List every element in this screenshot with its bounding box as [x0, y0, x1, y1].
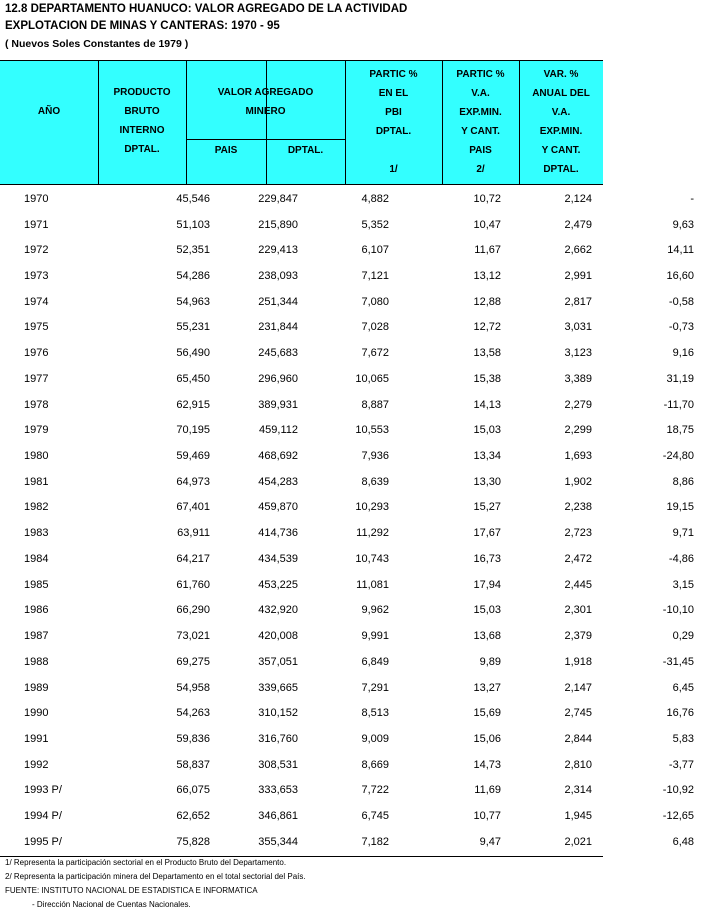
table-row	[0, 623, 714, 649]
table-cell: 13,68	[473, 630, 501, 643]
table-cell: 62,652	[176, 810, 210, 823]
table-cell: 238,093	[258, 270, 298, 283]
table-cell: 10,47	[473, 218, 501, 231]
source-subnote: - Dirección Nacional de Cuentas Nacionales.	[32, 900, 191, 909]
table-row	[0, 237, 714, 263]
table-row	[0, 340, 714, 366]
table-cell: 420,008	[258, 630, 298, 643]
table-cell: 7,182	[361, 835, 389, 848]
table-cell: -4,86	[668, 552, 694, 565]
table-cell: 2,314	[564, 784, 592, 797]
table-cell: 13,34	[473, 450, 501, 463]
table-cell: -	[690, 192, 694, 205]
table-row	[0, 263, 714, 289]
header-partic-va: PARTIC % V.A. EXP.MIN. Y CANT. PAIS 2/	[456, 69, 505, 175]
table-cell: -10,92	[662, 784, 694, 797]
table-cell: 11,67	[474, 244, 501, 257]
table-row	[0, 803, 714, 829]
table-row	[0, 366, 714, 392]
header-pbi: PRODUCTO BRUTO INTERNO DPTAL.	[113, 87, 171, 155]
table-cell: 69,275	[176, 655, 210, 668]
table-cell: 333,653	[258, 784, 298, 797]
table-subtitle: EXPLOTACION DE MINAS Y CANTERAS: 1970 - 95	[5, 20, 280, 32]
table-cell: 10,77	[473, 810, 501, 823]
table-cell: 2,124	[564, 192, 592, 205]
table-cell: 8,513	[361, 707, 389, 720]
table-cell: 9,962	[361, 604, 389, 617]
table-bottom-rule	[0, 856, 603, 857]
table-cell: 6,107	[361, 244, 389, 257]
table-cell: 2,723	[564, 527, 592, 540]
table-cell: 2,472	[564, 552, 592, 565]
table-cell: 1974	[24, 295, 49, 308]
table-cell: 3,389	[564, 372, 592, 385]
table-cell: 16,60	[666, 270, 694, 283]
table-cell: 2,301	[564, 604, 592, 617]
table-cell: 1970	[24, 192, 49, 205]
table-cell: 15,03	[473, 424, 501, 437]
table-cell: 1987	[24, 630, 49, 643]
table-row	[0, 443, 714, 469]
table-cell: 3,031	[564, 321, 592, 334]
table-cell: 0,29	[672, 630, 694, 643]
table-row	[0, 315, 714, 341]
table-cell: 55,231	[176, 321, 210, 334]
table-cell: -0,73	[668, 321, 694, 334]
table-cell: 6,48	[672, 835, 694, 848]
header-valor-agregado: VALOR AGREGADO MINERO	[217, 87, 314, 117]
table-cell: 31,19	[666, 372, 694, 385]
header-partic-pbi: PARTIC % EN EL PBI DPTAL. 1/	[369, 69, 418, 175]
table-cell: 229,413	[258, 244, 298, 257]
table-cell: 308,531	[258, 758, 298, 771]
table-cell: 66,075	[176, 784, 210, 797]
table-cell: 15,69	[473, 707, 501, 720]
table-units: ( Nuevos Soles Constantes de 1979 )	[5, 38, 189, 50]
table-cell: 1988	[24, 655, 49, 668]
table-cell: 73,021	[176, 630, 210, 643]
table-cell: 1995 P/	[24, 835, 62, 848]
table-cell: 357,051	[258, 655, 298, 668]
table-cell: 8,669	[361, 758, 389, 771]
table-row	[0, 778, 714, 804]
table-cell: 296,960	[258, 372, 298, 385]
footnote-1: 1/ Representa la participación sectorial en el Producto Bruto del Departamento.	[5, 858, 287, 867]
table-cell: 2,279	[564, 398, 592, 411]
table-cell: 1975	[24, 321, 49, 334]
table-cell: 231,844	[258, 321, 298, 334]
table-cell: 10,065	[355, 372, 389, 385]
footnote-2: 2/ Representa la participación minera del Departamento en el total sectorial del País.	[5, 872, 306, 881]
table-cell: 251,344	[258, 295, 298, 308]
table-cell: 2,299	[564, 424, 592, 437]
table-cell: 75,828	[176, 835, 210, 848]
table-row	[0, 289, 714, 315]
table-row	[0, 546, 714, 572]
table-cell: -3,77	[668, 758, 694, 771]
table-cell: 245,683	[258, 347, 298, 360]
table-row	[0, 186, 714, 212]
table-cell: 58,837	[176, 758, 210, 771]
table-row	[0, 495, 714, 521]
table-cell: 16,73	[473, 552, 501, 565]
table-cell: 7,672	[361, 347, 389, 360]
table-cell: 1,918	[564, 655, 592, 668]
table-cell: 1980	[24, 450, 49, 463]
table-row	[0, 212, 714, 238]
table-cell: 66,290	[176, 604, 210, 617]
table-cell: 6,849	[361, 655, 389, 668]
table-cell: 54,958	[176, 681, 210, 694]
table-cell: 51,103	[176, 218, 210, 231]
header-dptal: DPTAL.	[287, 145, 324, 156]
table-cell: 6,745	[361, 810, 389, 823]
table-cell: 1,902	[564, 475, 592, 488]
table-cell: 2,238	[564, 501, 592, 514]
table-cell: 1991	[24, 732, 49, 745]
table-cell: 2,379	[564, 630, 592, 643]
table-cell: 7,080	[361, 295, 389, 308]
table-row	[0, 469, 714, 495]
table-cell: 1,945	[564, 810, 592, 823]
table-cell: 1984	[24, 552, 49, 565]
table-cell: 1985	[24, 578, 49, 591]
table-cell: 64,973	[176, 475, 210, 488]
table-cell: 9,009	[361, 732, 389, 745]
table-cell: 434,539	[258, 552, 298, 565]
table-cell: 5,83	[672, 732, 694, 745]
table-cell: 56,490	[176, 347, 210, 360]
table-cell: 19,15	[666, 501, 694, 514]
table-row	[0, 675, 714, 701]
table-cell: -31,45	[662, 655, 694, 668]
table-cell: 1992	[24, 758, 49, 771]
table-cell: 2,147	[564, 681, 592, 694]
table-cell: 4,882	[361, 192, 389, 205]
table-cell: 316,760	[258, 732, 298, 745]
table-cell: 8,639	[361, 475, 389, 488]
table-cell: 389,931	[258, 398, 298, 411]
table-cell: 54,263	[176, 707, 210, 720]
table-cell: 62,915	[176, 398, 210, 411]
table-cell: -24,80	[662, 450, 694, 463]
table-cell: 13,30	[473, 475, 501, 488]
table-cell: -0,58	[668, 295, 694, 308]
table-row	[0, 417, 714, 443]
table-cell: 10,72	[473, 192, 501, 205]
table-cell: 11,69	[474, 784, 501, 797]
table-cell: 16,76	[666, 707, 694, 720]
table-row	[0, 649, 714, 675]
table-cell: 7,722	[361, 784, 389, 797]
table-cell: 459,870	[258, 501, 298, 514]
table-cell: 9,47	[479, 835, 501, 848]
table-cell: 17,94	[473, 578, 501, 591]
table-cell: -10,10	[662, 604, 694, 617]
table-cell: 1979	[24, 424, 49, 437]
table-row	[0, 752, 714, 778]
table-cell: 454,283	[258, 475, 298, 488]
table-cell: 7,028	[361, 321, 389, 334]
table-cell: 67,401	[176, 501, 210, 514]
table-cell: 13,27	[473, 681, 501, 694]
table-cell: 1982	[24, 501, 49, 514]
table-cell: 11,081	[356, 578, 389, 591]
table-cell: 229,847	[258, 192, 298, 205]
table-cell: 14,11	[667, 244, 694, 257]
table-cell: 13,12	[473, 270, 501, 283]
table-cell: 9,63	[672, 218, 694, 231]
table-cell: 2,745	[564, 707, 592, 720]
table-cell: 61,760	[176, 578, 210, 591]
table-cell: 2,844	[564, 732, 592, 745]
table-cell: 7,936	[361, 450, 389, 463]
table-cell: 14,13	[473, 398, 501, 411]
table-cell: 54,963	[176, 295, 210, 308]
table-cell: 310,152	[258, 707, 298, 720]
table-cell: 215,890	[258, 218, 298, 231]
header-var: VAR. % ANUAL DEL V.A. EXP.MIN. Y CANT. DPTAL.	[532, 69, 590, 175]
table-cell: 2,991	[564, 270, 592, 283]
header-pais: PAIS	[214, 145, 238, 156]
table-cell: 15,27	[473, 501, 501, 514]
table-cell: -11,70	[663, 398, 694, 411]
table-cell: -12,65	[662, 810, 694, 823]
table-row	[0, 598, 714, 624]
table-cell: 12,72	[473, 321, 501, 334]
table-row	[0, 700, 714, 726]
table-cell: 15,38	[473, 372, 501, 385]
table-cell: 18,75	[666, 424, 694, 437]
table-cell: 339,665	[258, 681, 298, 694]
table-cell: 1983	[24, 527, 49, 540]
header-anio: AÑO	[37, 106, 61, 117]
table-row	[0, 829, 714, 855]
table-cell: 2,479	[564, 218, 592, 231]
table-cell: 10,293	[355, 501, 389, 514]
table-cell: 10,553	[355, 424, 389, 437]
table-cell: 3,123	[564, 347, 592, 360]
table-header	[0, 60, 603, 185]
table-title: 12.8 DEPARTAMENTO HUANUCO: VALOR AGREGADO DE LA ACTIVIDAD	[5, 3, 408, 15]
table-cell: 64,217	[176, 552, 210, 565]
table-cell: 17,67	[473, 527, 501, 540]
table-cell: 7,291	[361, 681, 389, 694]
table-row	[0, 572, 714, 598]
table-cell: 1971	[24, 218, 49, 231]
table-cell: 45,546	[176, 192, 210, 205]
table-cell: 52,351	[176, 244, 210, 257]
table-cell: 63,911	[177, 527, 210, 540]
table-cell: 9,71	[672, 527, 694, 540]
table-cell: 1994 P/	[24, 810, 62, 823]
table-row	[0, 726, 714, 752]
data-table	[0, 186, 714, 855]
table-cell: 1973	[24, 270, 49, 283]
table-cell: 15,06	[473, 732, 501, 745]
table-cell: 59,469	[176, 450, 210, 463]
table-cell: 1986	[24, 604, 49, 617]
table-cell: 1978	[24, 398, 49, 411]
table-cell: 8,86	[672, 475, 694, 488]
table-cell: 11,292	[356, 527, 389, 540]
table-cell: 1972	[24, 244, 49, 257]
table-cell: 5,352	[361, 218, 389, 231]
table-cell: 2,445	[564, 578, 592, 591]
table-cell: 70,195	[176, 424, 210, 437]
table-cell: 2,810	[564, 758, 592, 771]
table-cell: 12,88	[473, 295, 501, 308]
table-cell: 1977	[24, 372, 49, 385]
table-cell: 1981	[24, 475, 49, 488]
table-cell: 2,817	[564, 295, 592, 308]
table-cell: 9,16	[672, 347, 694, 360]
table-cell: 453,225	[258, 578, 298, 591]
table-cell: 9,89	[479, 655, 501, 668]
table-cell: 468,692	[258, 450, 298, 463]
table-cell: 10,743	[355, 552, 389, 565]
table-cell: 1976	[24, 347, 49, 360]
table-cell: 7,121	[361, 270, 389, 283]
table-cell: 346,861	[258, 810, 298, 823]
table-cell: 432,920	[258, 604, 298, 617]
table-row	[0, 392, 714, 418]
table-cell: 1990	[24, 707, 49, 720]
table-cell: 459,112	[259, 424, 298, 437]
table-cell: 355,344	[258, 835, 298, 848]
table-row	[0, 520, 714, 546]
table-cell: 2,021	[564, 835, 592, 848]
table-cell: 3,15	[672, 578, 694, 591]
table-cell: 14,73	[473, 758, 501, 771]
table-cell: 1989	[24, 681, 49, 694]
table-cell: 414,736	[258, 527, 298, 540]
table-cell: 2,662	[564, 244, 592, 257]
table-cell: 9,991	[361, 630, 389, 643]
table-cell: 65,450	[176, 372, 210, 385]
table-cell: 15,03	[473, 604, 501, 617]
table-cell: 13,58	[473, 347, 501, 360]
table-cell: 1,693	[564, 450, 592, 463]
table-cell: 6,45	[672, 681, 694, 694]
source-note: FUENTE: INSTITUTO NACIONAL DE ESTADISTICA E INFORMATICA	[5, 886, 258, 895]
table-cell: 59,836	[176, 732, 210, 745]
table-cell: 8,887	[361, 398, 389, 411]
table-cell: 54,286	[176, 270, 210, 283]
table-cell: 1993 P/	[24, 784, 62, 797]
